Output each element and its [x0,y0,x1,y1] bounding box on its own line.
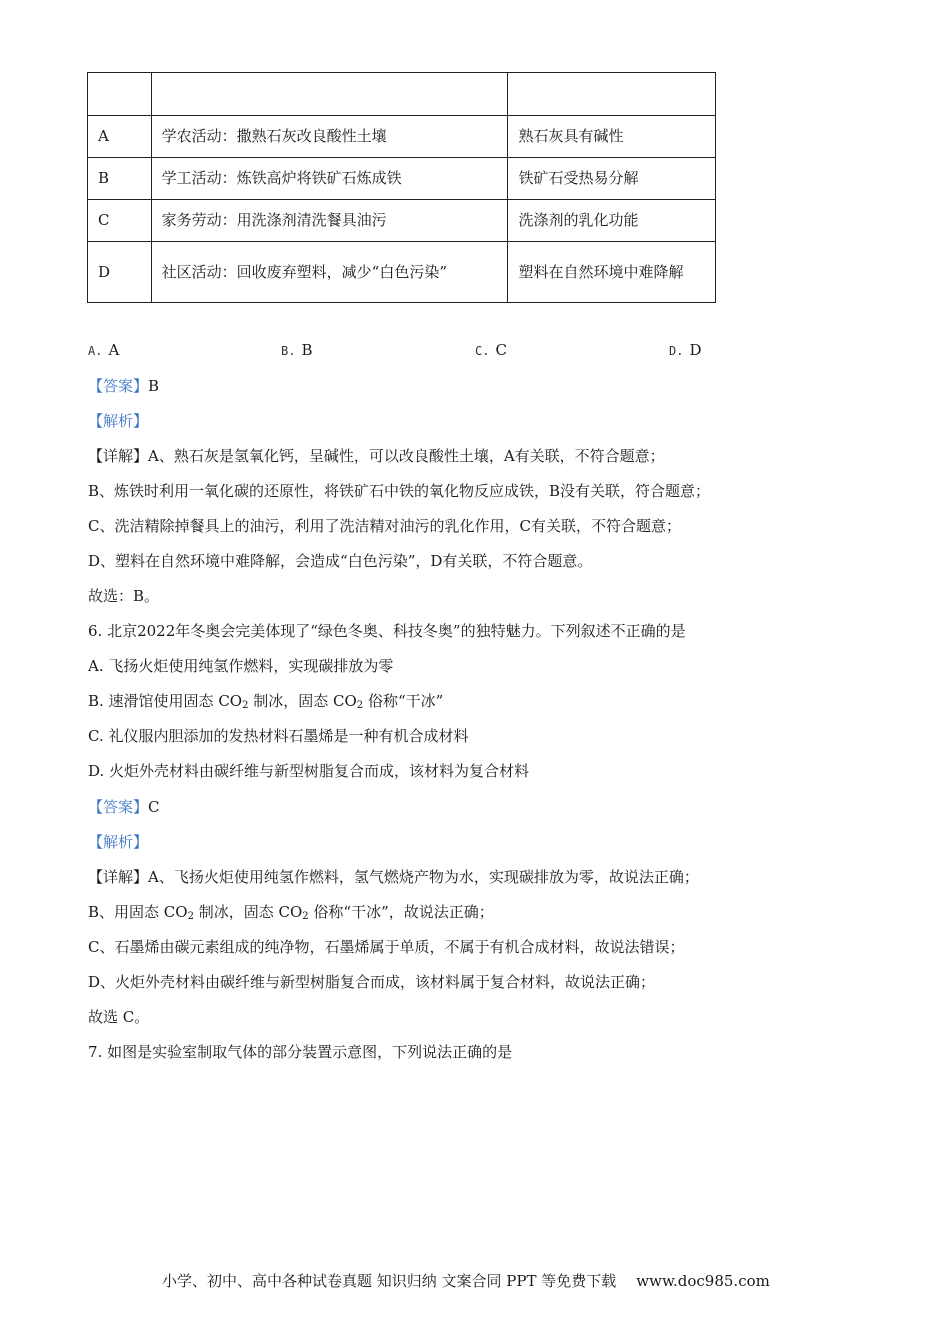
q6-option-b [88,691,443,711]
answer-value: B [148,377,160,395]
subscript: 2 [356,700,364,711]
answer-tag: 【答案】 [88,377,149,395]
option-c [475,341,507,359]
table-row [88,158,716,200]
text-part: 俗称“干冰” [363,692,444,710]
detail-line: C、洗洁精除掉餐具上的油污，利用了洗洁精对油污的乳化作用，C有关联，不符合题意； [88,517,681,535]
table-row [88,242,716,303]
q6-option-c: C. 礼仪服内胆添加的发热材料石墨烯是一种有机合成材料 [88,727,469,745]
detail-line [88,446,665,466]
q6-option-d: D. 火炬外壳材料由碳纤维与新型树脂复合而成，该材料为复合材料 [88,762,530,780]
q6-option-a: A. 飞扬火炬使用纯氢作燃料，实现碳排放为零 [88,657,394,675]
text-part: 俗称“干冰”，故说法正确； [308,903,494,921]
table-cell-reason: 塑料在自然环境中难降解 [508,242,716,303]
option-letter: C. [475,344,490,358]
detail-line: D、火炬外壳材料由碳纤维与新型树脂复合而成，该材料属于复合材料，故说法正确； [88,973,656,991]
footer-text: 小学、初中、高中各种试卷真题 知识归纳 文案合同 PPT 等免费下载 [162,1272,617,1290]
text-part: B. 速滑馆使用固态 CO [88,692,243,710]
option-letter: A. [88,344,103,358]
text-part: B、用固态 CO [88,903,188,921]
detail-line: C、石墨烯由碳元素组成的纯净物，石墨烯属于单质，不属于有机合成材料，故说法错误； [88,938,685,956]
table-cell-activity [151,73,508,116]
option-d [669,341,701,359]
table-cell-key: C [88,200,152,242]
page-footer [162,1270,770,1291]
question-7: 7. 如图是实验室制取气体的部分装置示意图，下列说法正确的是 [88,1043,513,1061]
choose-line: 故选：B。 [88,587,160,605]
text-part: 制冰，固态 CO [193,903,303,921]
question-table [87,72,716,303]
table-cell-activity: 学农活动：撒熟石灰改良酸性土壤 [151,116,508,158]
detail-tag: 【详解】 [88,868,149,886]
option-letter: D. [669,344,684,358]
answer-line [88,797,160,817]
detail-tag: 【详解】 [88,447,149,465]
option-a [88,341,119,359]
option-text: D [689,341,702,359]
option-b [281,341,312,359]
answer-value: C [148,798,160,816]
detail-line [88,867,699,887]
text-part: 制冰，固态 CO [248,692,357,710]
option-text: C [495,341,507,359]
table-row [88,116,716,158]
table-row [88,73,716,116]
subscript: 2 [242,700,249,711]
answer-tag: 【答案】 [88,798,149,816]
table-cell-key: D [88,242,152,303]
analysis-tag: 【解析】 [88,833,149,851]
table-cell-key [88,73,152,116]
analysis-tag: 【解析】 [88,412,149,430]
table-cell-reason: 熟石灰具有碱性 [508,116,716,158]
subscript: 2 [302,911,309,922]
table-cell-reason: 铁矿石受热易分解 [508,158,716,200]
table-cell-key: A [88,116,152,158]
footer-link[interactable]: www.doc985.com [636,1272,770,1290]
option-text: B [301,341,313,359]
question-6: 6. 北京2022年冬奥会完美体现了“绿色冬奥、科技冬奥”的独特魅力。下列叙述不正确的是 [88,622,686,640]
table-cell-reason: 洗涤剂的乳化功能 [508,200,716,242]
detail-line: D、塑料在自然环境中难降解，会造成“白色污染”，D有关联，不符合题意。 [88,552,593,570]
table-cell-activity: 社区活动：回收废弃塑料，减少“白色污染” [151,242,508,303]
subscript: 2 [187,911,194,922]
detail-line: B、炼铁时利用一氧化碳的还原性，将铁矿石中铁的氧化物反应成铁，B没有关联，符合题意； [88,482,711,500]
detail-line [88,902,494,922]
table-row [88,200,716,242]
table-cell-activity: 家务劳动：用洗涤剂清洗餐具油污 [151,200,508,242]
detail-text: A、熟石灰是氢氧化钙，呈碱性，可以改良酸性土壤，A有关联，不符合题意； [148,447,665,465]
choose-line: 故选 C。 [88,1008,150,1026]
table-cell-key: B [88,158,152,200]
detail-text: A、飞扬火炬使用纯氢作燃料，氢气燃烧产物为水，实现碳排放为零，故说法正确； [148,868,699,886]
table-cell-reason [508,73,716,116]
option-letter: B. [281,344,296,358]
option-text: A [108,341,120,359]
table-cell-activity: 学工活动：炼铁高炉将铁矿石炼成铁 [151,158,508,200]
answer-line [88,376,159,396]
